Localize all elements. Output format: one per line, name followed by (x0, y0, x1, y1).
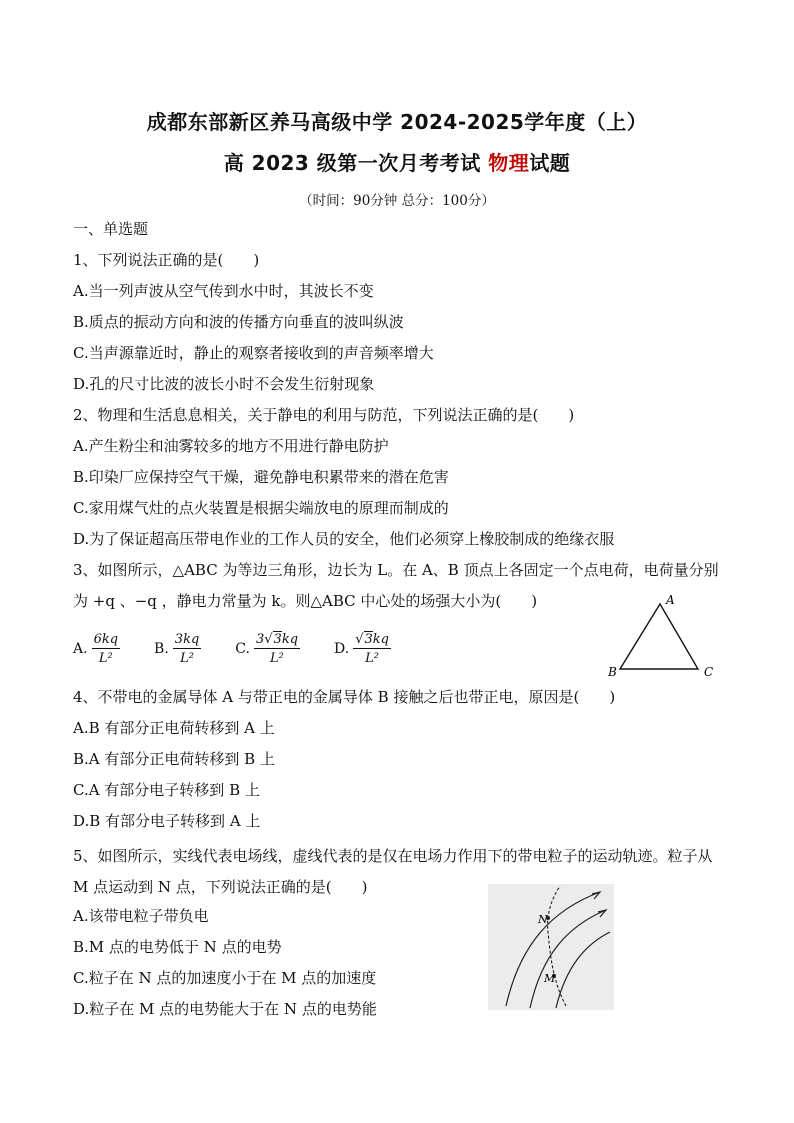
q1-option-d: D.孔的尺寸比波的波长小时不会发生衍射现象 (73, 375, 375, 393)
section-heading: 一、单选题 (73, 220, 149, 238)
triangle-abc (620, 604, 698, 669)
title-part1: 高 2023 级第一次月考考试 (223, 151, 489, 175)
q4-stem: 4、不带电的金属导体 A 与带正电的金属导体 B 接触之后也带正电，原因是( ) (73, 688, 616, 706)
sqrt-sign: √ (264, 632, 273, 647)
q2-option-d: D.为了保证超高压带电作业的工作人员的安全，他们必须穿上橡胶制成的绝缘衣服 (73, 530, 615, 548)
q5-option-a: A.该带电粒子带负电 (73, 907, 209, 925)
q5-option-b: B.M 点的电势低于 N 点的电势 (73, 938, 282, 956)
option-label: D. (334, 641, 350, 657)
fraction: $\frac{3kq}{\text{L²}}$ (174, 632, 200, 666)
triangle-figure (600, 590, 730, 682)
vertex-c-label: C (704, 665, 714, 679)
q4-option-a: A.B 有部分正电荷转移到 A 上 (73, 719, 275, 737)
q5-option-d: D.粒子在 M 点的电势能大于在 N 点的电势能 (73, 1000, 377, 1018)
q3-option (154, 633, 201, 665)
q4-option-b: B.A 有部分正电荷转移到 B 上 (73, 750, 275, 768)
q3-stem: 3、如图所示，△ABC 为等边三角形，边长为 L。在 A、B 顶点上各固定一个点电荷，电荷量分别为 +q 、−q ，静电力常量为 k。则△ABC 中心处的场强大小为( ) (73, 561, 719, 610)
q3-options (73, 624, 425, 674)
exam-title-line2 (0, 147, 794, 176)
q2-option-a: A.产生粉尘和油雾较多的地方不用进行静电防护 (73, 437, 389, 455)
q4-option-d: D.B 有部分电子转移到 A 上 (73, 812, 261, 830)
vertex-a-label: A (666, 593, 675, 607)
q4-option-c: C.A 有部分电子转移到 B 上 (73, 781, 260, 799)
point-m-label: M (544, 972, 556, 985)
q5-option-c: C.粒子在 N 点的加速度小于在 M 点的加速度 (73, 969, 377, 987)
q2-option-b: B.印染厂应保持空气干燥，避免静电积累带来的潜在危害 (73, 468, 449, 486)
q1-option-b: B.质点的振动方向和波的传播方向垂直的波叫纵波 (73, 313, 404, 331)
q3-option (235, 633, 300, 665)
vertex-b-label: B (608, 665, 617, 679)
exam-title-line1: 成都东部新区养马高级中学 2024-2025学年度（上） (146, 110, 648, 134)
point-n-label: N (538, 913, 548, 926)
option-label: C. (235, 641, 250, 657)
option-label: A. (73, 641, 88, 657)
option-label: B. (154, 641, 169, 657)
q5-stem: 5、如图所示，实线代表电场线，虚线代表的是仅在电场力作用下的带电粒子的运动轨迹。粒子从 M 点运动到 N 点，下列说法正确的是( ) (73, 847, 713, 896)
q2-stem: 2、物理和生活息息相关，关于静电的利用与防范，下列说法正确的是( ) (73, 406, 575, 424)
fraction: $\frac{√3kq}{\text{L²}}$ (355, 632, 389, 666)
fraction: $\frac{3√3kq}{\text{L²}}$ (255, 632, 299, 666)
title-part2: 试题 (529, 151, 571, 175)
exam-meta: （时间：90分钟 总分：100分） (299, 193, 495, 209)
sqrt-sign: √ (355, 632, 364, 647)
q2-option-c: C.家用煤气灶的点火装置是根据尖端放电的原理而制成的 (73, 499, 449, 517)
q1-option-a: A.当一列声波从空气传到水中时，其波长不变 (73, 282, 374, 300)
q3-option (73, 633, 120, 665)
q1-option-c: C.当声源靠近时，静止的观察者接收到的声音频率增大 (73, 344, 434, 362)
field-line-figure (488, 884, 614, 1010)
q3-option (334, 633, 391, 665)
fraction: $\frac{6kq}{\text{L²}}$ (93, 632, 119, 666)
q1-stem: 1、下列说法正确的是( ) (73, 251, 260, 269)
subject-highlight: 物理 (488, 151, 530, 175)
